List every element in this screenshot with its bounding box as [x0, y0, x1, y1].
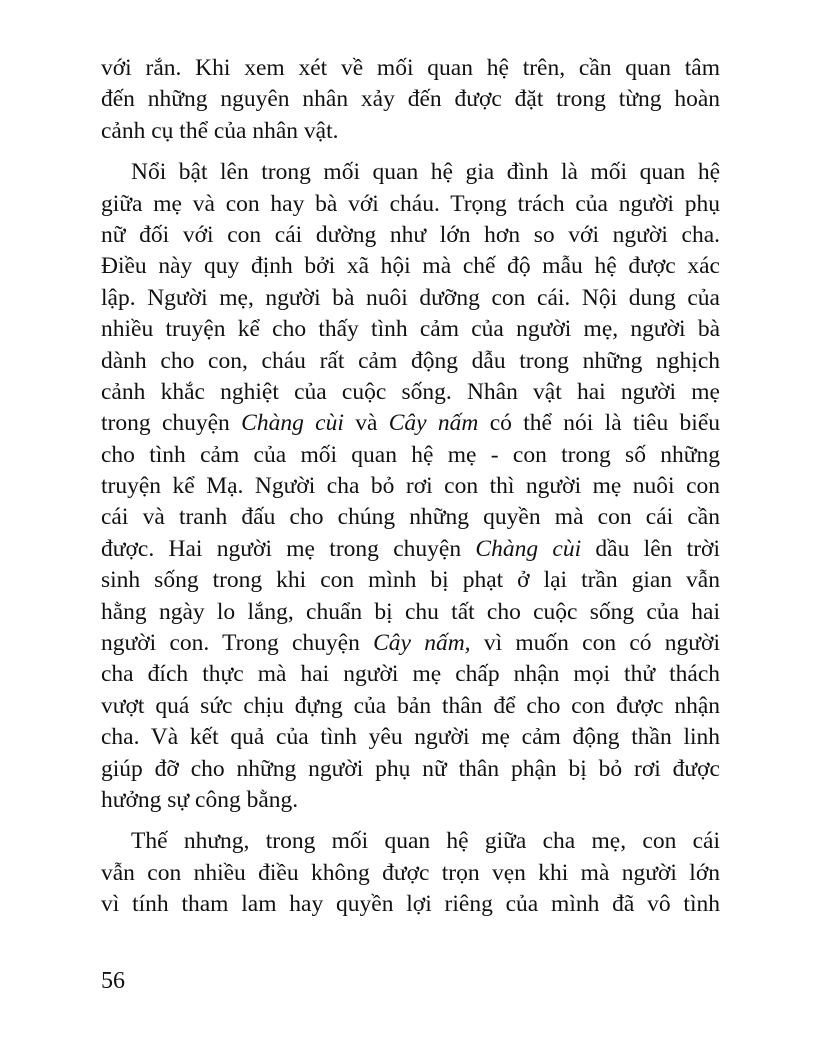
text-segment: cha. Và kết quả của tình yêu người mẹ cảm động thần linh	[101, 724, 720, 751]
text-segment: cái và tranh đấu cho chúng những quyền mà con cái cần	[101, 504, 720, 531]
text-line	[101, 889, 720, 920]
text-segment: Điều này quy định bởi xã hội mà chế độ mẫu hệ được xác	[101, 253, 720, 280]
paragraph	[101, 826, 720, 920]
text-segment: dành cho con, cháu rất cảm động dẫu trong những nghịch	[101, 347, 720, 374]
text-segment: lập. Người mẹ, người bà nuôi dưỡng con cái. Nội dung của	[101, 284, 720, 311]
text-line	[101, 53, 720, 84]
text-line	[101, 189, 720, 220]
text-segment: hằng ngày lo lắng, chuẩn bị chu tất cho cuộc sống của hai	[101, 598, 720, 625]
text-line	[101, 597, 720, 628]
text-segment: người con. Trong chuyện	[101, 630, 374, 657]
text-line	[101, 754, 720, 785]
text-segment: cảnh cụ thể của nhân vật.	[101, 117, 339, 144]
text-segment: được. Hai người mẹ trong chuyện	[101, 535, 476, 562]
paragraph	[101, 157, 720, 816]
text-line	[101, 220, 720, 251]
text-segment: và	[343, 410, 389, 437]
text-segment: vì tính tham lam hay quyền lợi riêng của mình đã vô tình	[101, 891, 720, 918]
text-segment: trong chuyện	[101, 410, 242, 437]
text-segment: cha đích thực mà hai người mẹ chấp nhận mọi thử thách	[101, 661, 720, 688]
italic-title-text: Chàng cùi	[241, 410, 344, 437]
text-line	[101, 858, 720, 889]
text-line	[101, 628, 720, 659]
italic-title-text: Chàng cùi	[475, 535, 582, 562]
text-line	[101, 314, 720, 345]
text-segment: cảnh khắc nghiệt của cuộc sống. Nhân vật hai người mẹ	[101, 378, 720, 405]
text-segment: với rắn. Khi xem xét về mối quan hệ trên, cần quan tâm	[101, 55, 720, 81]
text-segment: hưởng sự công bằng.	[101, 786, 299, 813]
italic-title-text: Cây nấm,	[373, 630, 471, 657]
text-line	[101, 377, 720, 408]
text-segment: vì muốn con có người	[470, 630, 720, 657]
text-segment: giữa mẹ và con hay bà với cháu. Trọng trách của người phụ	[101, 190, 720, 217]
text-line	[101, 408, 720, 439]
text-line	[101, 785, 720, 816]
text-line	[101, 116, 720, 147]
text-segment: Nổi bật lên trong mối quan hệ gia đình là mối quan hệ	[131, 159, 720, 186]
text-line	[101, 691, 720, 722]
text-segment: nữ đối với con cái dường như lớn hơn so với người cha.	[101, 221, 720, 248]
text-line	[101, 471, 720, 502]
book-page-body	[101, 53, 720, 931]
paragraph	[101, 53, 720, 147]
text-segment: sinh sống trong khi con mình bị phạt ở lại trần gian vẫn	[101, 567, 720, 594]
text-line	[101, 722, 720, 753]
text-line	[101, 826, 720, 857]
text-line	[101, 157, 720, 188]
text-line	[101, 502, 720, 533]
text-segment: nhiều truyện kể cho thấy tình cảm của người mẹ, người bà	[101, 316, 720, 343]
text-segment: vượt quá sức chịu đựng của bản thân để cho con được nhận	[101, 692, 720, 719]
text-line	[101, 251, 720, 282]
italic-title-text: Cây nấm	[388, 410, 479, 437]
text-segment: có thể nói là tiêu biểu	[478, 410, 721, 437]
text-segment: đến những nguyên nhân xảy đến được đặt trong từng hoàn	[101, 86, 720, 113]
text-line	[101, 565, 720, 596]
text-line	[101, 534, 720, 565]
text-line	[101, 84, 720, 115]
text-segment: cho tình cảm của mối quan hệ mẹ - con trong số những	[101, 441, 720, 468]
text-segment: Thế nhưng, trong mối quan hệ giữa cha mẹ, con cái	[131, 828, 720, 855]
text-line	[101, 440, 720, 471]
page-number: 56	[101, 968, 125, 994]
text-line	[101, 283, 720, 314]
text-segment: giúp đỡ cho những người phụ nữ thân phận bị bỏ rơi được	[101, 755, 720, 782]
text-line	[101, 659, 720, 690]
text-segment: dầu lên trời	[581, 535, 720, 562]
text-line	[101, 346, 720, 377]
text-segment: truyện kể Mạ. Người cha bỏ rơi con thì người mẹ nuôi con	[101, 473, 720, 500]
text-segment: vẫn con nhiều điều không được trọn vẹn khi mà người lớn	[101, 859, 720, 886]
